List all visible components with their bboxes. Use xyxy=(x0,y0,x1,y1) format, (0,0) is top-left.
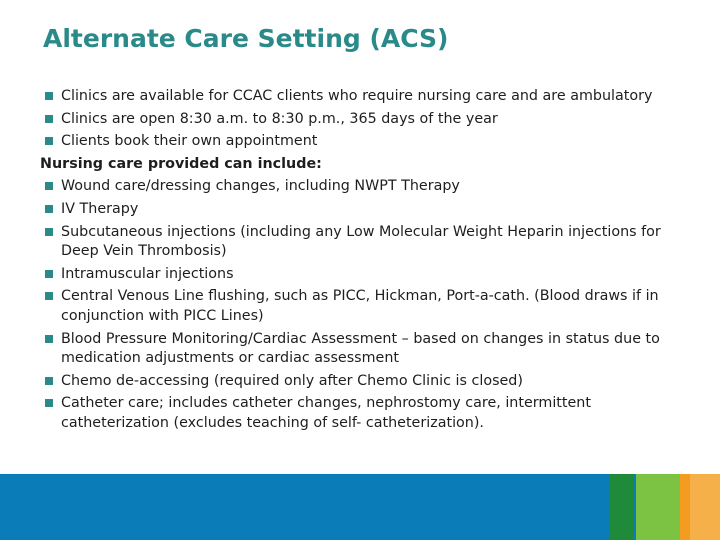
list-item xyxy=(44,87,684,107)
list-item-text: Blood Pressure Monitoring/Cardiac Assessment – based on changes in status due to medication adjustments or cardiac assessment xyxy=(61,330,660,367)
square-bullet-icon xyxy=(45,205,53,213)
list-item xyxy=(44,177,684,197)
square-bullet-icon xyxy=(45,228,53,236)
list-item xyxy=(44,394,684,433)
list-item-text: Catheter care; includes catheter changes, nephrostomy care, intermittent catheterization (excludes teaching of self- catheterization). xyxy=(61,395,591,431)
footer-stripe-light-orange xyxy=(690,474,720,540)
list-item xyxy=(44,265,684,285)
list-item-text: Clinics are open 8:30 a.m. to 8:30 p.m., 365 days of the year xyxy=(61,110,498,127)
list-item-text: Wound care/dressing changes, including NWPT Therapy xyxy=(61,178,460,195)
list-item-text: Clinics are available for CCAC clients who require nursing care and are ambulatory xyxy=(61,88,653,104)
footer-stripe-light-green xyxy=(636,474,680,540)
list-item-text: Central Venous Line flushing, such as PICC, Hickman, Port-a-cath. (Blood draws if in conjunction with PICC Lines) xyxy=(61,288,659,324)
footer-stripe-dark-green xyxy=(610,474,634,540)
slide-content xyxy=(40,87,684,437)
square-bullet-icon xyxy=(45,292,53,300)
section-heading: Nursing care provided can include: xyxy=(40,155,322,172)
list-item xyxy=(44,223,684,262)
list-item-text: Subcutaneous injections (including any Low Molecular Weight Heparin injections for Deep Vein Thrombosis) xyxy=(61,223,661,260)
square-bullet-icon xyxy=(45,335,53,343)
square-bullet-icon xyxy=(45,377,53,385)
slide-title: Alternate Care Setting (ACS) xyxy=(43,24,449,53)
square-bullet-icon xyxy=(45,92,53,100)
list-item xyxy=(44,132,684,152)
list-item xyxy=(44,372,684,392)
list-item xyxy=(44,200,684,220)
list-item-text: Chemo de-accessing (required only after Chemo Clinic is closed) xyxy=(61,372,523,389)
square-bullet-icon xyxy=(45,137,53,145)
footer-band xyxy=(0,474,720,540)
list-item xyxy=(44,287,684,326)
list-item-text: Clients book their own appointment xyxy=(61,133,318,150)
list-item-text: Intramuscular injections xyxy=(61,265,234,282)
square-bullet-icon xyxy=(45,182,53,190)
square-bullet-icon xyxy=(45,399,53,407)
list-item xyxy=(44,110,684,130)
square-bullet-icon xyxy=(45,115,53,123)
footer-stripe-orange xyxy=(680,474,690,540)
list-item xyxy=(44,330,684,369)
list-item-text: IV Therapy xyxy=(61,200,139,217)
square-bullet-icon xyxy=(45,270,53,278)
